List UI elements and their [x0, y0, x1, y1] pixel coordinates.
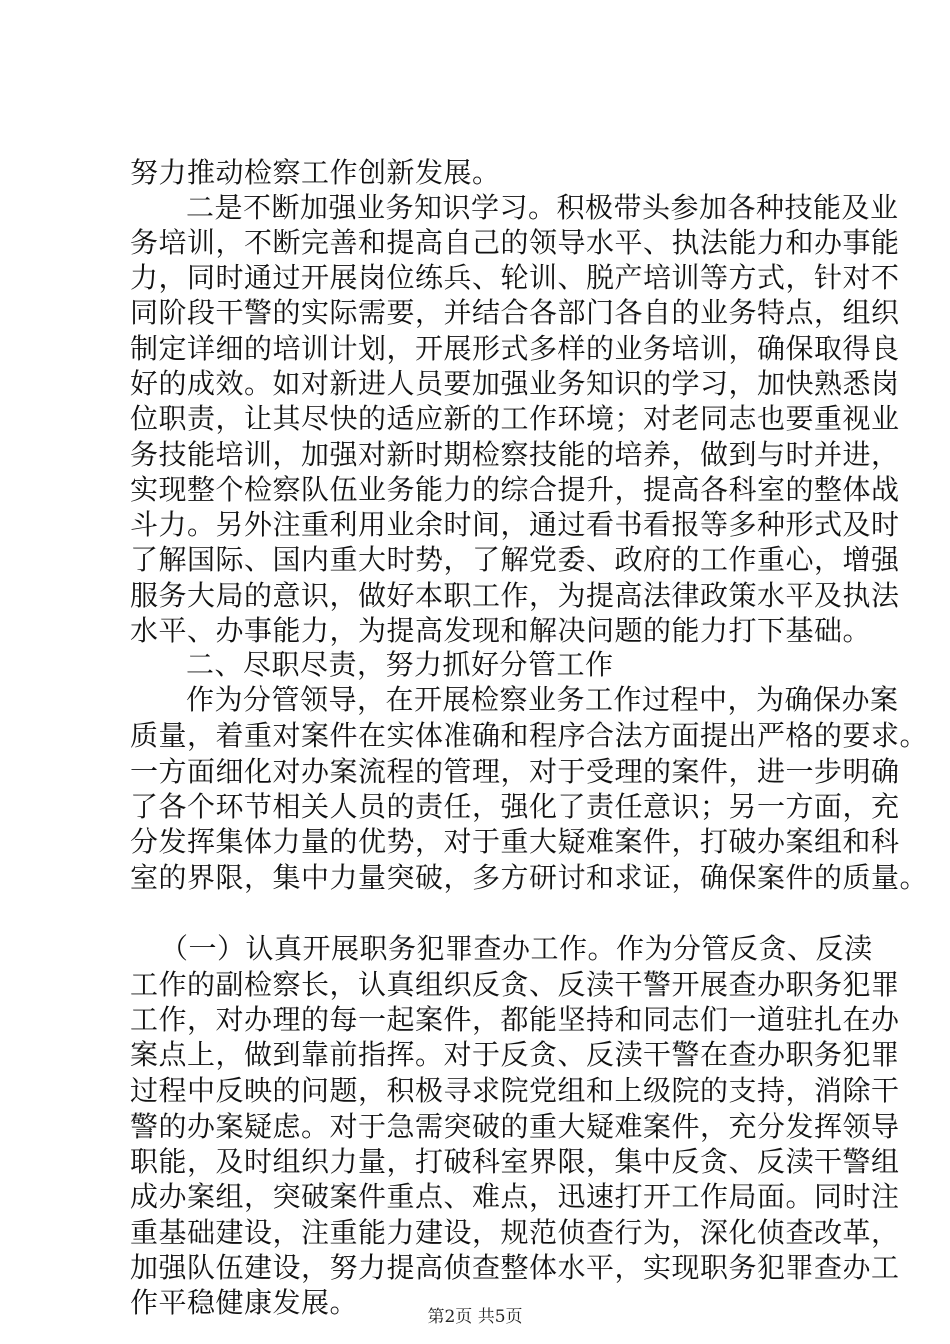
text-line: 位职责，让其尽快的适应新的工作环境；对老同志也要重视业	[130, 402, 900, 435]
text-line: 制定详细的培训计划，开展形式多样的业务培训，确保取得良	[130, 332, 900, 365]
text-line: 室的界限，集中力量突破，多方研讨和求证，确保案件的质量。	[130, 861, 929, 894]
text-line: 作平稳健康发展。	[130, 1286, 359, 1319]
text-line: 职能，及时组织力量，打破科室界限，集中反贪、反渎干警组	[130, 1145, 900, 1178]
text-line: 力，同时通过开展岗位练兵、轮训、脱产培训等方式，针对不	[130, 261, 900, 294]
text-line: 作为分管领导，在开展检察业务工作过程中，为确保办案	[186, 683, 899, 716]
text-line: 实现整个检察队伍业务能力的综合提升，提高各科室的整体战	[130, 473, 900, 506]
text-line: 水平、办事能力，为提高发现和解决问题的能力打下基础。	[130, 614, 872, 647]
text-line: 同阶段干警的实际需要，并结合各部门各自的业务特点，组织	[130, 296, 900, 329]
text-line: 警的办案疑虑。对于急需突破的重大疑难案件，充分发挥领导	[130, 1110, 900, 1143]
text-line: 了解国际、国内重大时势，了解党委、政府的工作重心，增强	[130, 543, 900, 576]
text-line: 服务大局的意识，做好本职工作，为提高法律政策水平及执法	[130, 579, 900, 612]
text-line: 务技能培训，加强对新时期检察技能的培养，做到与时并进，	[130, 438, 900, 471]
text-line: 过程中反映的问题，积极寻求院党组和上级院的支持，消除干	[130, 1074, 900, 1107]
text-line: 分发挥集体力量的优势，对于重大疑难案件，打破办案组和科	[130, 825, 900, 858]
text-line: 工作，对办理的每一起案件，都能坚持和同志们一道驻扎在办	[130, 1003, 900, 1036]
text-line: 加强队伍建设，努力提高侦查整体水平，实现职务犯罪查办工	[130, 1251, 900, 1284]
text-line: 好的成效。如对新进人员要加强业务知识的学习，加快熟悉岗	[130, 367, 900, 400]
text-line: 一方面细化对办案流程的管理，对于受理的案件，进一步明确	[130, 755, 900, 788]
section-heading: 二、尽职尽责，努力抓好分管工作	[186, 648, 614, 681]
text-line: 了各个环节相关人员的责任，强化了责任意识；另一方面，充	[130, 790, 900, 823]
text-line: 案点上，做到靠前指挥。对于反贪、反渎干警在查办职务犯罪	[130, 1038, 900, 1071]
subsection-line: （一）认真开展职务犯罪查办工作。作为分管反贪、反渎	[160, 932, 873, 965]
text-line: 工作的副检察长，认真组织反贪、反渎干警开展查办职务犯罪	[130, 968, 900, 1001]
text-line: 务培训，不断完善和提高自己的领导水平、执法能力和办事能	[130, 226, 900, 259]
page-number-footer: 第2页 共5页	[427, 1307, 523, 1327]
text-line: 重基础建设，注重能力建设，规范侦查行为，深化侦查改革，	[130, 1216, 900, 1249]
text-line: 斗力。另外注重利用业余时间，通过看书看报等多种形式及时	[130, 508, 900, 541]
text-line: 努力推动检察工作创新发展。	[130, 156, 501, 189]
text-line: 成办案组，突破案件重点、难点，迅速打开工作局面。同时注	[130, 1180, 900, 1213]
text-line: 质量，着重对案件在实体准确和程序合法方面提出严格的要求。	[130, 719, 929, 752]
text-line: 二是不断加强业务知识学习。积极带头参加各种技能及业	[186, 191, 899, 224]
